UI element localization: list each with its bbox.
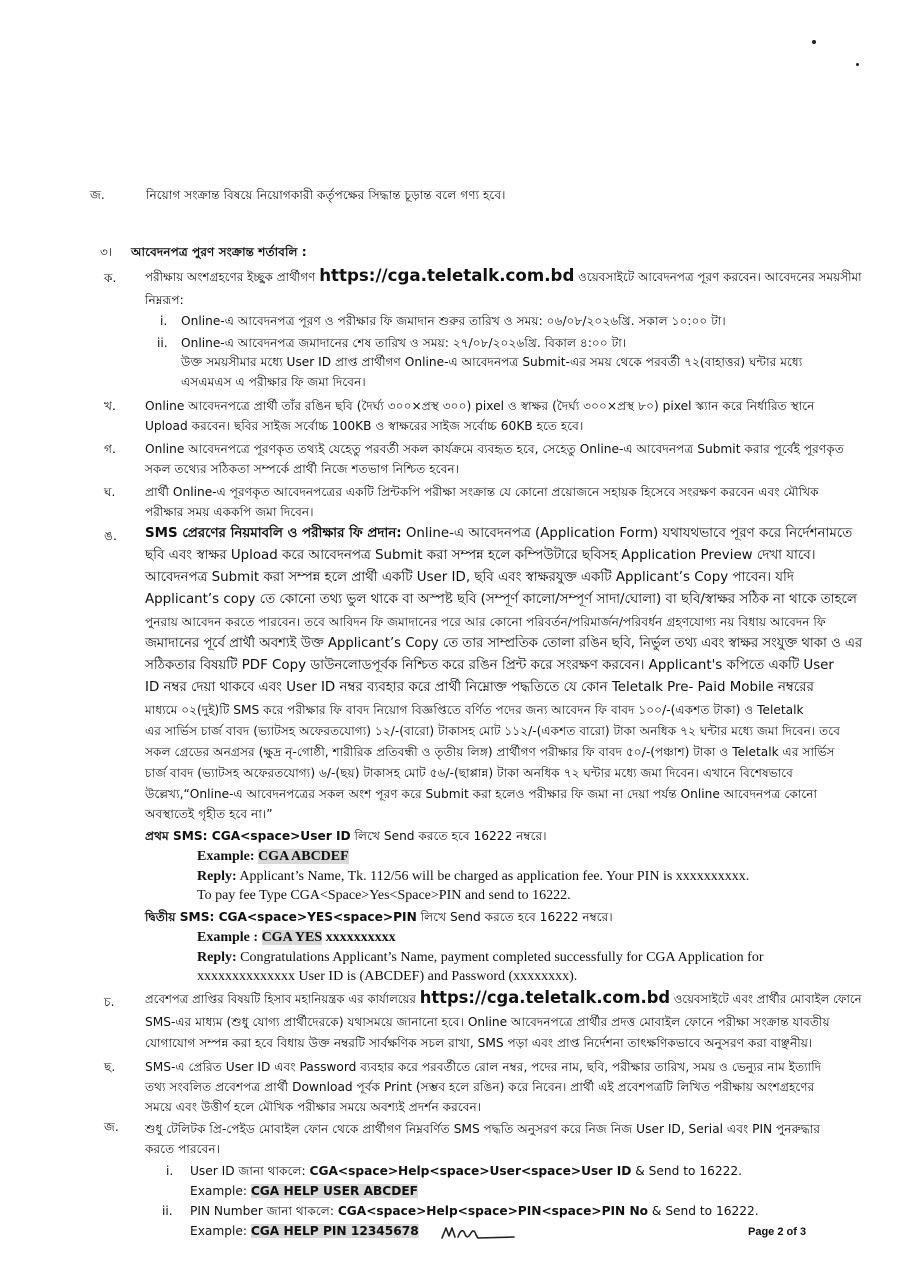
item-line (145, 988, 862, 1009)
item-text: পুনরায় আবেদন করতে পারবেন। তবে আবিদন ফি জমাদানের পরে আর কোনো পরিবর্তন/পরিমার্জন/পরিবর্ধন গ্রহণযোগ্য নয় বিধায় আবেদন ফি (145, 615, 826, 629)
sms-example (197, 847, 349, 867)
sub-marker: ii. (157, 336, 168, 350)
sub-item-text: Online-এ আবেদনপত্র পূরণ ও পরীক্ষার ফি জমাদান শুরুর তারিখ ও সময়: ০৬/০৮/২০২৬খ্রি. সকাল ১০:০০ টা। (181, 314, 726, 328)
item-text: Online আবেদনপত্রে প্রার্থী তাঁর রঙিন ছবি (দৈর্ঘ্য ৩০০×প্রস্থ ৩০০) pixel ও স্বাক্ষর (দৈর্ঘ্য ৩০০×প্রস্থ ৮০) pixel স্ক্যান করে নির্ধারিত স্থানে (145, 399, 815, 413)
recovery-command: CGA<space>Help<space>User<space>User ID (309, 1164, 632, 1178)
recovery-instruction (190, 1161, 742, 1181)
recovery-example (190, 1181, 418, 1201)
sms-instruction (145, 826, 547, 846)
example-value: CGA YES (261, 930, 323, 945)
sms-suffix: লিখে Send করতে হবে 16222 নম্বরে। (350, 829, 547, 843)
recovery-instruction (190, 1201, 759, 1221)
sub-marker: i. (160, 314, 168, 328)
sms-rules-heading: SMS প্রেরণের নিয়মাবলি ও পরীক্ষার ফি প্রদান: (145, 526, 402, 541)
sms-label: দ্বিতীয় SMS: (145, 910, 215, 924)
item-marker: ছ. (104, 1060, 116, 1074)
example-label: Example: (190, 1224, 251, 1238)
item-text: মাধ্যমে ০২(দুই)টি SMS করে পরীক্ষার ফি বাবদ নিয়োগ বিজ্ঞপ্তিতে বর্ণিত পদের জন্য আবেদন ফি বাবদ ১০০/-(একশত টাকা) ও Teletalk (145, 703, 804, 717)
item-text: Online আবেদনপত্রে পূরণকৃত তথ্যই যেহেতু পরবর্তী সকল কার্যক্রমে ব্যবহৃত হবে, সেহেতু Online-এ আবেদনপত্র Submit করার পূর্বেই পূরণকৃত (145, 442, 844, 456)
item-text: নিম্নরূপ: (145, 293, 184, 307)
item-text: Applicant’s copy তে কোনো তথ্য ভুল থাকে বা অস্পষ্ট ছবি (সম্পূর্ণ কালো/সম্পূর্ণ সাদা/ঘোলা) বা ছবি/স্বাক্ষর সঠিক না থাকে তাহলে (145, 592, 857, 607)
item-text: প্রবেশপত্র প্রাপ্তির বিষয়টি হিসাব মহানিয়ন্ত্রক এর কার্যালয়ের (145, 992, 416, 1006)
example-value: CGA ABCDEF (258, 849, 349, 864)
item-text: সময়ে এবং উত্তীর্ণ হলে মৌখিক পরীক্ষার সময়ে অবশ্যই প্রদর্শন করবেন। (145, 1100, 482, 1114)
recovery-command: CGA<space>Help<space>PIN<space>PIN No (337, 1204, 649, 1218)
item-text: অবস্থাতেই গৃহীত হবে না।” (145, 807, 273, 821)
scan-speck (812, 40, 816, 44)
reply-label: Reply: (197, 950, 237, 965)
note-text: এসএমএস এ পরীক্ষার ফি জমা দিবেন। (181, 375, 366, 389)
item-text: শুধু টেলিটক প্রি-পেইড মোবাইল ফোন থেকে প্রার্থীগণ নিম্নবর্ণিত SMS পদ্ধতি অনুসরণ করে নিজ নিজ User ID, Serial এবং PIN পুনরুদ্ধার (145, 1122, 821, 1136)
recovery-prefix: User ID জানা থাকলে: (190, 1164, 310, 1178)
item-marker: খ. (104, 399, 116, 413)
recovery-suffix: & Send to 16222. (631, 1164, 742, 1178)
reply-text: To pay fee Type CGA<Space>Yes<Space>PIN and send to 16222. (197, 888, 571, 903)
sms-reply (197, 948, 764, 968)
example-label: Example: (197, 849, 255, 864)
note-text: উক্ত সময়সীমার মধ্যে User ID প্রাপ্ত প্রার্থীগণ Online-এ আবেদনপত্র Submit-এর সময় থেকে পরবর্তী ৭২(বাহাত্তর) ঘন্টার মধ্যে (181, 355, 803, 369)
item-text: ছবি এবং স্বাক্ষর Upload করে আবেদনপত্র Submit করা সম্পন্ন হলে কম্পিউটারে ছবিসহ Application Preview দেখা যাবে। (145, 548, 816, 563)
scan-speck (856, 63, 859, 66)
section-heading: আবেদনপত্র পুরণ সংক্রান্ত শর্তাবলি : (131, 245, 307, 259)
sms-suffix: লিখে Send করতে হবে 16222 নম্বরে। (416, 910, 613, 924)
signature (438, 1222, 518, 1244)
item-text: ওয়েবসাইটে এবং প্রার্থীর মোবাইল ফোনে (673, 992, 862, 1006)
item-marker: গ. (104, 442, 116, 456)
item-text: যোগাযোগ সম্পন্ন করা হবে বিধায় উক্ত নম্বরটি সার্বক্ষণিক সচল রাখা, SMS পড়া এবং প্রাপ্ত নির্দেশনা তাৎক্ষণিকভাবে অনুসরণ করা বাঞ্ছনীয়। (145, 1036, 813, 1050)
item-line (145, 524, 852, 544)
recovery-prefix: PIN Number জানা থাকলে: (190, 1204, 338, 1218)
sms-command: CGA<space>YES<space>PIN (214, 910, 417, 924)
item-marker: জ. (90, 188, 105, 202)
item-text: উল্লেখ্য,“Online-এ আবেদনপত্রের সকল অংশ পূরণ করে Submit করা হলেও পরীক্ষার ফি জমা না দেয়া পর্যন্ত Online আবেদনপত্র কোনো (145, 787, 818, 801)
item-text: তথ্য সংবলিত প্রবেশপত্র প্রার্থী Download পূর্বক Print (সম্ভব হলে রঙিন) করে নিবেন। প্রার্থী এই প্রবেশপত্রটি লিখিত পরীক্ষায় অংশগ্রহণের (145, 1080, 815, 1094)
reply-text: Congratulations Applicant’s Name, payment completed successfully for CGA Application for (236, 950, 764, 965)
item-text: ID নম্বর দেয়া থাকবে এবং User ID নম্বর ব্যবহার করে প্রার্থী নিম্নোক্ত পদ্ধতিতে যে কোন Teletalk Pre- Paid Mobile নম্বরের (145, 680, 814, 695)
item-text: SMS-এর মাধ্যম (শুধু যোগ্য প্রার্থীদেরকে) যথাসময়ে জানানো হবে। Online আবেদনপত্রে প্রার্থীর প্রদত্ত মোবাইল ফোনে পরীক্ষা সংক্রান্ত যাবতীয় (145, 1015, 830, 1029)
page-number: Page 2 of 3 (748, 1226, 807, 1238)
sub-item-text: Online-এ আবেদনপত্র জমাদানের শেষ তারিখ ও সময়: ২৭/০৮/২০২৬খ্রি. বিকাল ৪:০০ টা। (181, 336, 627, 350)
item-line (145, 266, 862, 287)
website-link[interactable]: https://cga.teletalk.com.bd (319, 266, 575, 286)
reply-text: Applicant’s Name, Tk. 112/56 will be charged as application fee. Your PIN is xxxxxxxxxx. (236, 869, 750, 884)
item-text: Upload করবেন। ছবির সাইজ সর্বোচ্চ 100KB ও স্বাক্ষরের সাইজ সর্বোচ্চ 60KB হতে হবে। (145, 419, 584, 433)
item-text: SMS-এ প্রেরিত User ID এবং Password ব্যবহার করে পরবর্তীতে রোল নম্বর, পদের নাম, ছবি, পরীক্ষার তারিখ, সময় ও ভেন্যুর নাম ইত্যাদি (145, 1060, 822, 1074)
item-text: পরীক্ষায় অংশগ্রহণের ইচ্ছুক প্রার্থীগণ (145, 270, 316, 284)
example-label: Example : (197, 930, 259, 945)
recovery-suffix: & Send to 16222. (648, 1204, 759, 1218)
item-text: করতে পারবেন। (145, 1142, 220, 1156)
item-marker: চ. (104, 995, 115, 1009)
item-text: এর সার্ভিস চার্জ বাবদ (ভ্যাটসহ অফেরতযোগ্য) ১২/-(বারো) টাকাসহ মোট ১১২/-(একশত বারো) টাকা অনধিক ৭২ ঘন্টার মধ্যে জমা দিবেন। তবে (145, 724, 840, 738)
reply-label: Reply: (197, 869, 237, 884)
item-text: Online-এ আবেদনপত্র (Application Form) যথাযথভাবে পূরণ করে নির্দেশনামতে (401, 526, 853, 541)
item-text: নিয়োগ সংক্রান্ত বিষয়ে নিয়োগকারী কর্তৃপক্ষের সিদ্ধান্ত চূড়ান্ত বলে গণ্য হবে। (146, 188, 506, 202)
item-text: চার্জ বাবদ (ভ্যাটসহ অফেরতযোগ্য) ৬/-(ছয়) টাকাসহ মোট ৫৬/-(ছাপ্পান্ন) টাকা অনধিক ৭২ ঘন্টার মধ্যে জমা দিবেন। এখানে বিশেষভাবে (145, 766, 793, 780)
example-value: CGA HELP PIN 12345678 (250, 1224, 419, 1238)
item-text: আবেদনপত্র Submit করা সম্পন্ন হলে প্রার্থী একটি User ID, ছবি এবং স্বাক্ষরযুক্ত একটি Applicant’s Copy পাবেন। যদি (145, 570, 794, 585)
recovery-example (190, 1221, 419, 1241)
sms-label: প্রথম SMS: (145, 829, 208, 843)
item-text: পরীক্ষার সময় এককপি জমা দিবেন। (145, 505, 314, 519)
section-number: ৩। (100, 245, 113, 259)
sub-marker: ii. (162, 1204, 173, 1218)
item-marker: ক. (104, 271, 117, 285)
item-text: সকল তথ্যের সঠিকতা সম্পর্কে প্রার্থী নিজে শতভাগ নিশ্চিত হবেন। (145, 462, 459, 476)
item-text: জমাদানের পূর্বে প্রার্থী অবশ্যই উক্ত Applicant’s Copy তে তার সাম্প্রতিক তোলা রঙিন ছবি, নির্ভুল তথ্য এবং স্বাক্ষর সংযুক্ত থাকা ও এর (145, 636, 863, 651)
item-text: সকল গ্রেডের অনগ্রসর (ক্ষুদ্র নৃ-গোষ্ঠী, শারীরিক প্রতিবন্ধী ও তৃতীয় লিঙ্গ) প্রার্থীগণ পরীক্ষার ফি বাবদ ৫০/-(পঞ্চাশ) টাকা ও Teletalk এর সার্ভিস (145, 745, 835, 759)
item-marker: ঙ. (104, 529, 117, 543)
item-text: ওয়েবসাইটে আবেদনপত্র পূরণ করবেন। আবেদনের সময়সীমা (578, 270, 862, 284)
item-marker: ঘ. (104, 485, 116, 499)
sub-marker: i. (166, 1164, 174, 1178)
reply-text: xxxxxxxxxxxxxx User ID is (ABCDEF) and Password (xxxxxxxx). (197, 969, 578, 984)
sms-example (197, 928, 396, 948)
sms-reply (197, 867, 749, 887)
item-text: সঠিকতার বিষয়টি PDF Copy ডাউনলোডপূর্বক নিশ্চিত করে রঙিন প্রিন্ট করে সংরক্ষণ করবেন। Applicant's কপিতে একটি User (145, 658, 834, 673)
item-text: প্রার্থী Online-এ পূরণকৃত আবেদনপত্রের একটি প্রিন্টকপি পরীক্ষা সংক্রান্ত যে কোনো প্রয়োজনে সহায়ক হিসেবে সংরক্ষণ করবেন এবং মৌখিক (145, 485, 819, 499)
example-value: CGA HELP USER ABCDEF (250, 1184, 419, 1198)
sms-instruction (145, 907, 613, 927)
website-link[interactable]: https://cga.teletalk.com.bd (419, 988, 671, 1008)
example-label: Example: (190, 1184, 251, 1198)
sms-command: CGA<space>User ID (207, 829, 351, 843)
example-tail: xxxxxxxxxx (322, 930, 396, 945)
item-marker: জ. (104, 1120, 119, 1134)
